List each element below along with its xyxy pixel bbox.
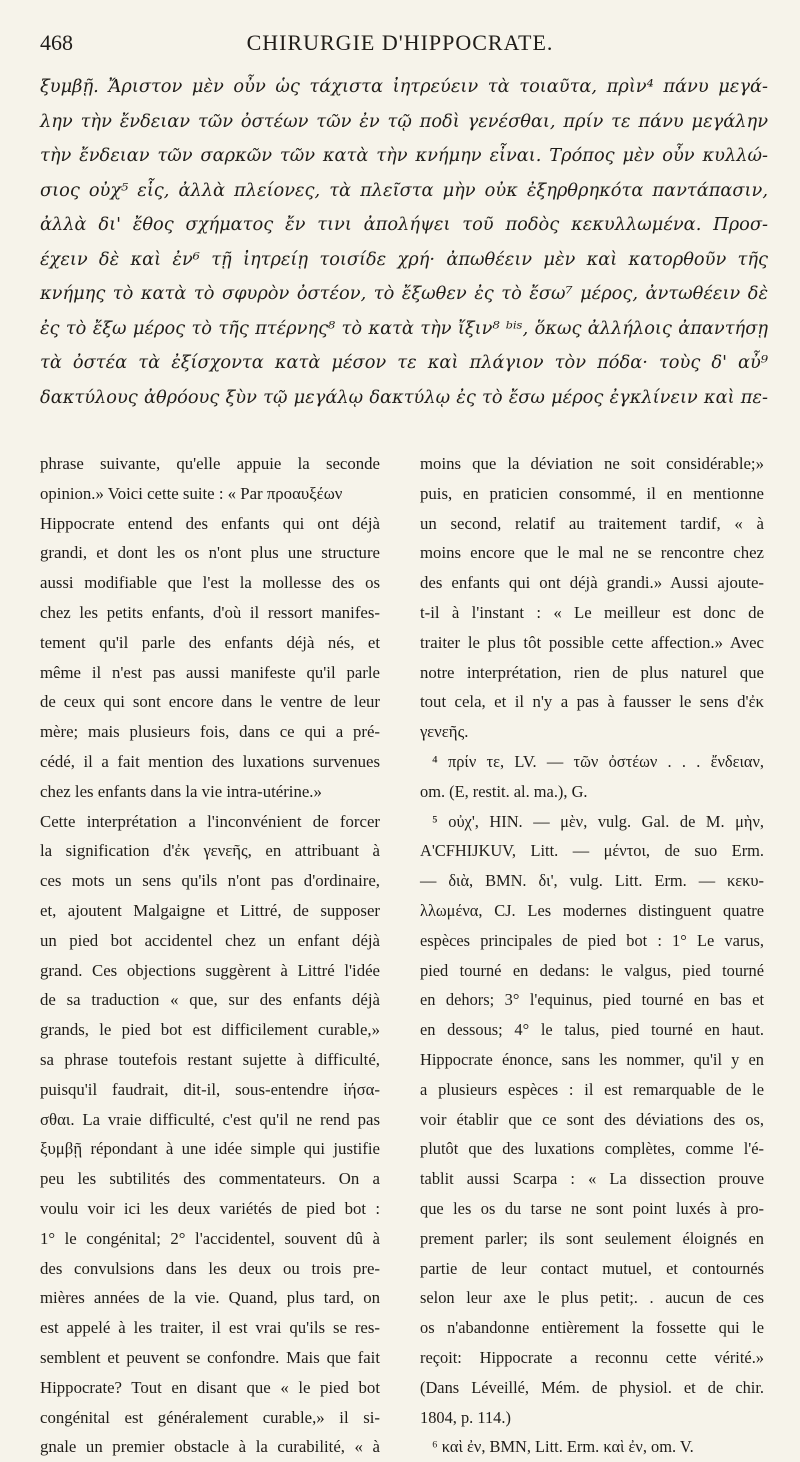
footnote-line: partie de leur contact mutuel, et contournés bbox=[420, 1258, 764, 1278]
left-column-line: chez les petits enfants, d'où il ressort manifes- bbox=[40, 602, 380, 622]
right-column-line: γενεῆς. bbox=[420, 722, 469, 742]
right-column-line: puis, en praticien consommé, il en mentionne bbox=[420, 483, 764, 503]
footnote-line: os n'abandonne entièrement la fossette qui le bbox=[420, 1318, 764, 1338]
left-column-line: grand. Ces objections suggèrent à Littré l'idée bbox=[40, 960, 380, 980]
footnote-line: (Dans Léveillé, Mém. de physiol. et de chir. bbox=[420, 1377, 764, 1397]
footnotes bbox=[420, 747, 764, 1462]
right-column-line: un second, relatif au traitement tardif, « à bbox=[420, 513, 764, 533]
greek-text-line: ἀλλὰ δι' ἔθος σχήματος ἔν τινι ἀπολήψει τοῦ ποδὸς κεκυλλωμένα. Προσ- bbox=[40, 214, 768, 235]
footnote-line: en dehors; 3° l'equinus, pied tourné en bas et bbox=[420, 990, 764, 1010]
greek-text-line: ξυμβῇ. Ἄριστον μὲν οὖν ὡς τάχιστα ἰητρεύειν τὰ τοιαῦτα, πρὶν⁴ πάνυ μεγά- bbox=[40, 76, 768, 97]
left-column-line: Hippocrate? Tout en disant que « le pied bot bbox=[40, 1377, 380, 1397]
footnote-line: plutôt que des luxations complètes, comme l'é- bbox=[420, 1139, 764, 1159]
left-column-line: gnale un premier obstacle à la curabilité, « à bbox=[40, 1437, 380, 1457]
footnote-line: tablit aussi Scarpa : « La dissection prouve bbox=[420, 1169, 764, 1189]
left-column-line: grands, le pied bot est difficilement curable,» bbox=[40, 1020, 380, 1040]
left-column-line: mières années de la vie. Quand, plus tard, on bbox=[40, 1288, 380, 1308]
right-column-line: moins encore que le mal ne se rencontre chez bbox=[420, 543, 764, 563]
left-column-line: ξυμβῇ répondant à une idée simple qui justifie bbox=[40, 1139, 380, 1159]
footnote-line: 1804, p. 114.) bbox=[420, 1407, 511, 1427]
left-column-line: congénital est généralement curable,» il si- bbox=[40, 1407, 380, 1427]
left-column-line: aussi modifiable que l'est la mollesse des os bbox=[40, 573, 380, 593]
page-number: 468 bbox=[40, 30, 73, 55]
left-column-line: des convulsions dans les deux ou trois pre- bbox=[40, 1258, 380, 1278]
left-column-line: de sa traduction « que, sur des enfants déjà bbox=[40, 990, 380, 1010]
right-column-line: notre interprétation, rien de plus naturel que bbox=[420, 662, 764, 682]
left-column bbox=[40, 449, 380, 1462]
left-column-line: est appelé à les traiter, il est vrai qu'ils se res- bbox=[40, 1318, 380, 1338]
left-column-line: mère; mais plusieurs fois, dans ce qui a pré- bbox=[40, 722, 380, 742]
footnote-line: voir établir que ce sont des déviations des os, bbox=[420, 1109, 764, 1129]
left-column-line: la signification d'ἐκ γενεῆς, en attribuant à bbox=[40, 841, 380, 861]
footnote-line: ⁶ καὶ ἐν, BMN, Litt. Erm. καὶ ἐν, om. V. bbox=[432, 1437, 694, 1457]
left-column-line: cédé, il a fait mention des luxations survenues bbox=[40, 751, 380, 771]
greek-text-line: σιος οὐχ⁵ εἷς, ἀλλὰ πλείονες, τὰ πλεῖστα μὴν οὐκ ἐξηρθρηκότα παντάπασιν, bbox=[40, 179, 768, 201]
footnote-line: selon leur axe le plus petit;. . aucun de ces bbox=[420, 1288, 764, 1308]
left-column-line: σθαι. La vraie difficulté, c'est qu'il ne rend pas bbox=[40, 1109, 380, 1129]
right-column-text bbox=[420, 449, 764, 747]
footnote-line: a plusieurs espèces : il est remarquable de le bbox=[420, 1079, 764, 1099]
left-column-line: de ceux qui sont encore dans le ventre de leur bbox=[40, 692, 380, 712]
greek-text-line: τὴν ἔνδειαν τῶν σαρκῶν τῶν κατὰ τὴν κνήμην εἶναι. Τρόπος μὲν οὖν κυλλώ- bbox=[40, 145, 768, 166]
right-column-line: moins que la déviation ne soit considérable;» bbox=[420, 454, 764, 473]
left-column-line: peu les subtilités des commentateurs. On a bbox=[40, 1169, 380, 1189]
left-column-line: et, ajoutent Malgaigne et Littré, de supposer bbox=[40, 900, 380, 920]
footnote-line: en dessous; 4° le talus, pied tourné en haut. bbox=[420, 1020, 764, 1040]
right-column-line: des enfants qui ont déjà grandi.» Aussi ajoute- bbox=[420, 573, 764, 593]
greek-text-block bbox=[40, 70, 768, 415]
left-column-line: semblent et peuvent se confondre. Mais que fait bbox=[40, 1347, 380, 1367]
footnote-line: pied tourné en dedans: le valgus, pied tourné bbox=[420, 960, 764, 980]
footnote-line: ⁴ πρίν τε, LV. — τῶν ὀστέων . . . ἔνδειαν, bbox=[432, 751, 764, 771]
greek-text-line: δακτύλους ἀθρόους ξὺν τῷ μεγάλῳ δακτύλῳ ἐς τὸ ἔσω μέρος ἐγκλίνειν καὶ πε- bbox=[40, 386, 768, 408]
footnote-line: λλωμένα, CJ. Les modernes distinguent quatre bbox=[420, 900, 764, 920]
left-column-line: Cette interprétation a l'inconvénient de forcer bbox=[40, 811, 380, 831]
page-header bbox=[40, 30, 760, 62]
footnote-line: ⁵ οὐχ', HIN. — μὲν, vulg. Gal. de M. μὴν, bbox=[432, 811, 764, 831]
right-column-line: tout cela, et il n'y a pas à fausser le sens d'ἐκ bbox=[420, 692, 764, 712]
greek-text-line: τὰ ὀστέα τὰ ἐξίσχοντα κατὰ μέσον τε καὶ πλάγιον τὸν πόδα· τοὺς δ' αὖ⁹ bbox=[40, 352, 768, 373]
footnote-line: A'CFHIJKUV, Litt. — μέντοι, de suo Erm. bbox=[420, 841, 764, 861]
right-column-line: traiter le plus tôt possible cette affection.» Avec bbox=[420, 632, 764, 652]
right-column bbox=[420, 449, 764, 1462]
left-column-line: voulu voir ici les deux variétés de pied bot : bbox=[40, 1198, 380, 1218]
left-column-line: phrase suivante, qu'elle appuie la seconde bbox=[40, 454, 380, 473]
footnote-line: Hippocrate énonce, sans les nommer, qu'il y en bbox=[420, 1049, 764, 1069]
footnote-line: — διὰ, BMN. δι', vulg. Litt. Erm. — κεκυ- bbox=[420, 871, 764, 891]
left-column-line: puisqu'il faudrait, dit-il, sous-entendre ἰήσα- bbox=[40, 1079, 380, 1099]
footnote-line: prement parler; ils sont seulement éloignés en bbox=[420, 1228, 764, 1248]
right-column-line: t-il à l'instant : « Le meilleur est donc de bbox=[420, 602, 764, 622]
left-column-line: chez les enfants dans la vie intra-utérine.» bbox=[40, 781, 322, 801]
running-title: CHIRURGIE D'HIPPOCRATE. bbox=[246, 30, 554, 55]
greek-text-line: έχειν δὲ καὶ ἐν⁶ τῇ ἰητρείῃ τοισίδε χρή· ἀπωθέειν μὲν καὶ κατορθοῦν τῆς bbox=[40, 248, 768, 270]
left-column-line: opinion.» Voici cette suite : « Par προαυξέων bbox=[40, 483, 343, 503]
greek-text-line: ἐς τὸ ἔξω μέρος τὸ τῆς πτέρνης⁸ τὸ κατὰ τὴν ἴξιν⁸ ᵇⁱˢ, ὅκως ἀλλήλοις ἀπαντήσῃ bbox=[40, 317, 768, 339]
left-column-line: un pied bot accidentel chez un enfant déjà bbox=[40, 930, 380, 950]
footnote-line: reçoit: Hippocrate a reconnu cette vérité.» bbox=[420, 1347, 764, 1367]
footnote-line: que les os du tarse ne sont point luxés à pro- bbox=[420, 1198, 764, 1218]
left-column-line: grandi, et dont les os n'ont plus une structure bbox=[40, 543, 380, 563]
left-column-line: même il n'est pas aussi manifeste qu'il parle bbox=[40, 662, 380, 682]
footnote-line: espèces principales de pied bot : 1° Le varus, bbox=[420, 930, 764, 950]
left-column-line: tement qu'il parle des enfants déjà nés, et bbox=[40, 632, 380, 652]
left-column-line: ces mots un sens qu'ils n'ont pas d'ordinaire, bbox=[40, 871, 380, 891]
footnote-line: om. (E, restit. al. ma.), G. bbox=[420, 781, 588, 801]
left-column-line: sa phrase toutefois restant sujette à difficulté, bbox=[40, 1049, 380, 1069]
greek-text-line: κνήμης τὸ κατὰ τὸ σφυρὸν ὀστέον, τὸ ἔξωθεν ἐς τὸ ἔσω⁷ μέρος, ἀντωθέειν δὲ bbox=[40, 283, 768, 304]
greek-text-line: λην τὴν ἔνδειαν τῶν ὀστέων τῶν ἐν τῷ ποδὶ γενέσθαι, πρίν τε πάνυ μεγάλην bbox=[40, 110, 768, 132]
left-column-line: Hippocrate entend des enfants qui ont déjà bbox=[40, 513, 380, 533]
left-column-line: 1° le congénital; 2° l'accidentel, souvent dû à bbox=[40, 1228, 380, 1248]
